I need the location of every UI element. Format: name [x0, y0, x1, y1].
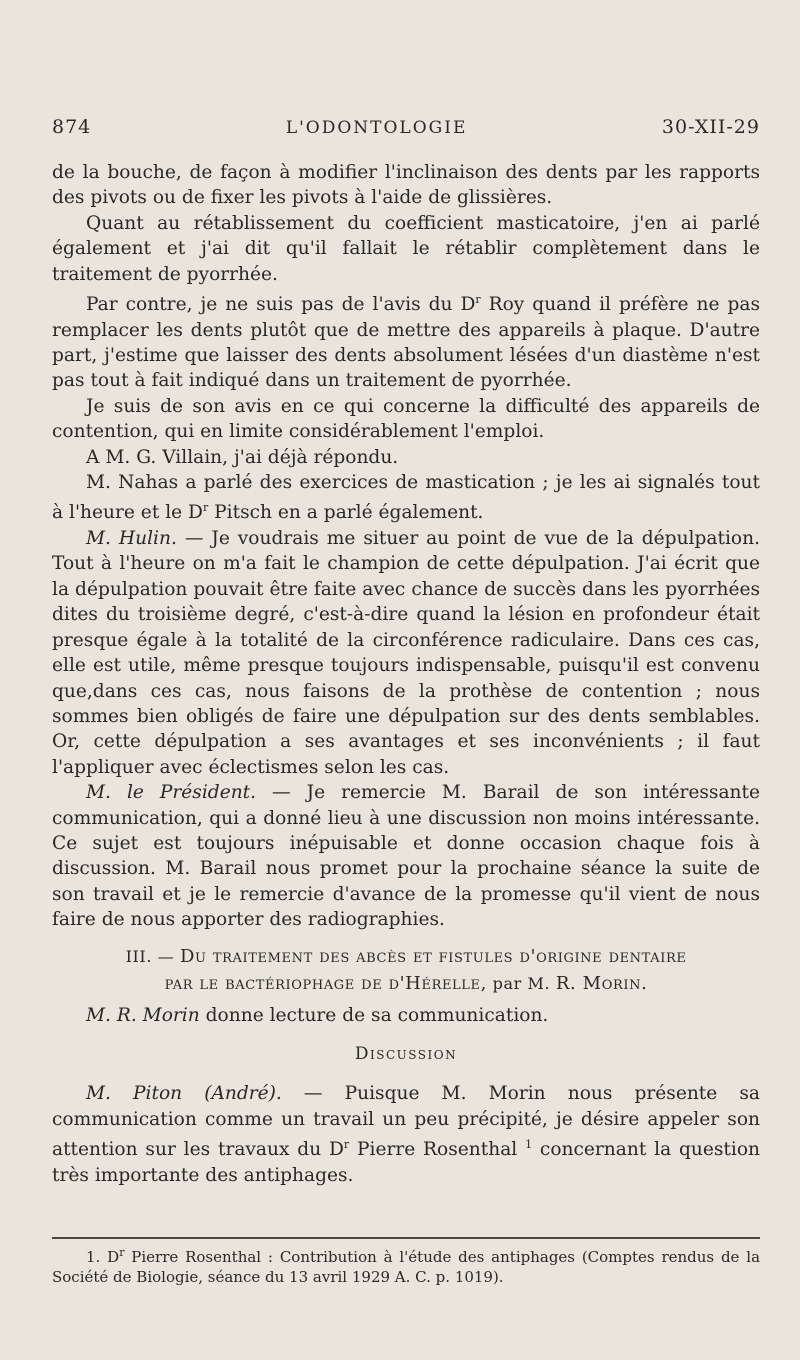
section-heading	[52, 943, 760, 997]
section-heading-line2	[52, 970, 760, 997]
paragraph: A M. G. Villain, j'ai déjà répondu.	[86, 446, 399, 468]
footnote-marker: 1. D	[86, 1248, 120, 1266]
superscript: r	[119, 1246, 125, 1259]
section-numeral: III. —	[125, 946, 180, 966]
footnote-reference[interactable]: 1	[525, 1138, 533, 1152]
speaker-name: M. Hulin.	[86, 528, 177, 550]
issue-date: 30-XII-29	[661, 116, 760, 138]
speech-text: concernant la question très importante des antiphages.	[52, 1139, 761, 1186]
paragraph-text: Roy quand il préfère ne pas remplacer les dents plutôt que de mettre des appareils à plaque. D'autre part, j'estime que laisser des dents absolument lésées d'un diastème n'est pas tout à fait indiqué dans un traitement de pyorrhée.	[52, 294, 760, 392]
journal-title: L'ODONTOLOGIE	[285, 118, 468, 138]
footnote-body: Pierre Rosenthal : Contribution à l'étude des antiphages (Comptes rendus de la Société de Biologie, séance du 13 avril 1929 A. C. p. 1019).	[52, 1248, 761, 1286]
speaker-name: M. Piton (André).	[86, 1083, 282, 1105]
section-by: par M.	[486, 973, 556, 993]
discussion-heading: Discussion	[354, 1043, 458, 1064]
paragraph	[52, 470, 760, 526]
speech-text: — Puisque M. Morin nous présente sa communication comme un travail un peu précipité, je désire appeler son attention sur les travaux du D	[52, 1083, 760, 1161]
speaker-name: M. R. Morin	[86, 1004, 200, 1026]
paragraph-president	[52, 780, 760, 932]
superscript: r	[343, 1138, 350, 1152]
speech-text: donne lecture de sa communication.	[199, 1004, 549, 1026]
paragraph-text: Par contre, je ne suis pas de l'avis du D	[86, 294, 476, 316]
speech-text: — Je remercie M. Barail de son intéressante communication, qui a donné lieu à une discussion non moins intéressante. Ce sujet est toujours inépuisable et donne occasion chaque fois à discussion. M. Barail nous promet pour la prochaine séance la suite de son travail et je le remercie d'avance de la promesse qu'il vient de nous faire de nous apporter des radiographies.	[52, 782, 760, 931]
paragraph-hulin	[52, 526, 760, 780]
section-author: R. Morin.	[555, 972, 648, 994]
paragraph: de la bouche, de façon à modifier l'inclinaison des dents par les rapports des pivots ou de fixer les pivots à l'aide de glissières.	[52, 162, 760, 209]
speech-text: Pierre Rosenthal	[349, 1139, 526, 1161]
footnote-divider	[52, 1237, 760, 1239]
paragraph-text: M. Nahas a parlé des exercices de mastication ; je les ai signalés tout à l'heure et le D	[52, 472, 760, 524]
section-heading-line1	[52, 943, 760, 970]
body-text	[52, 160, 760, 1188]
paragraph-piton	[52, 1081, 760, 1188]
section-title-line1: Du traitement des abcès et fistules d'origine dentaire	[179, 945, 687, 967]
paragraph: Je suis de son avis en ce qui concerne la difficulté des appareils de contention, qui en limite considérablement l'emploi.	[52, 395, 760, 443]
paragraph	[52, 287, 760, 394]
superscript: r	[202, 501, 209, 515]
section-title-line2: par le bactériophage de d'Hérelle,	[164, 972, 487, 994]
speech-text: — Je voudrais me situer au point de vue de la dépulpation. Tout à l'heure on m'a fait le champion de cette dépulpation. J'ai écrit que la dépulpation pouvait être faite avec chance de succès dans les pyorrhées dites du troisième degré, c'est-à-dire quand la lésion en profondeur était presque égale à la totalité de la circonférence radiculaire. Dans ces cas, elle est utile, même presque toujours indispensable, puisqu'il est convenu que,dans ces cas, nous faisons de la prothèse de contention ; nous sommes bien obligés de faire une dépulpation sur des dents semblables. Or, cette dépulpation a ses avantages et ses inconvénients ; il faut l'appliquer avec éclectismes selon les cas.	[52, 528, 760, 778]
paragraph-text: Pitsch en a parlé également.	[208, 502, 484, 524]
paragraph-morin	[52, 1003, 760, 1028]
running-header	[52, 116, 760, 138]
paragraph: Quant au rétablissement du coefficient masticatoire, j'en ai parlé également et j'ai dit qu'il fallait le rétablir complètement dans le traitement de pyorrhée.	[52, 212, 760, 285]
footnote-text	[52, 1243, 760, 1287]
footnote	[52, 1243, 760, 1287]
page-number: 874	[52, 116, 92, 138]
superscript: r	[475, 293, 481, 307]
speaker-name: M. le Président.	[86, 782, 257, 804]
